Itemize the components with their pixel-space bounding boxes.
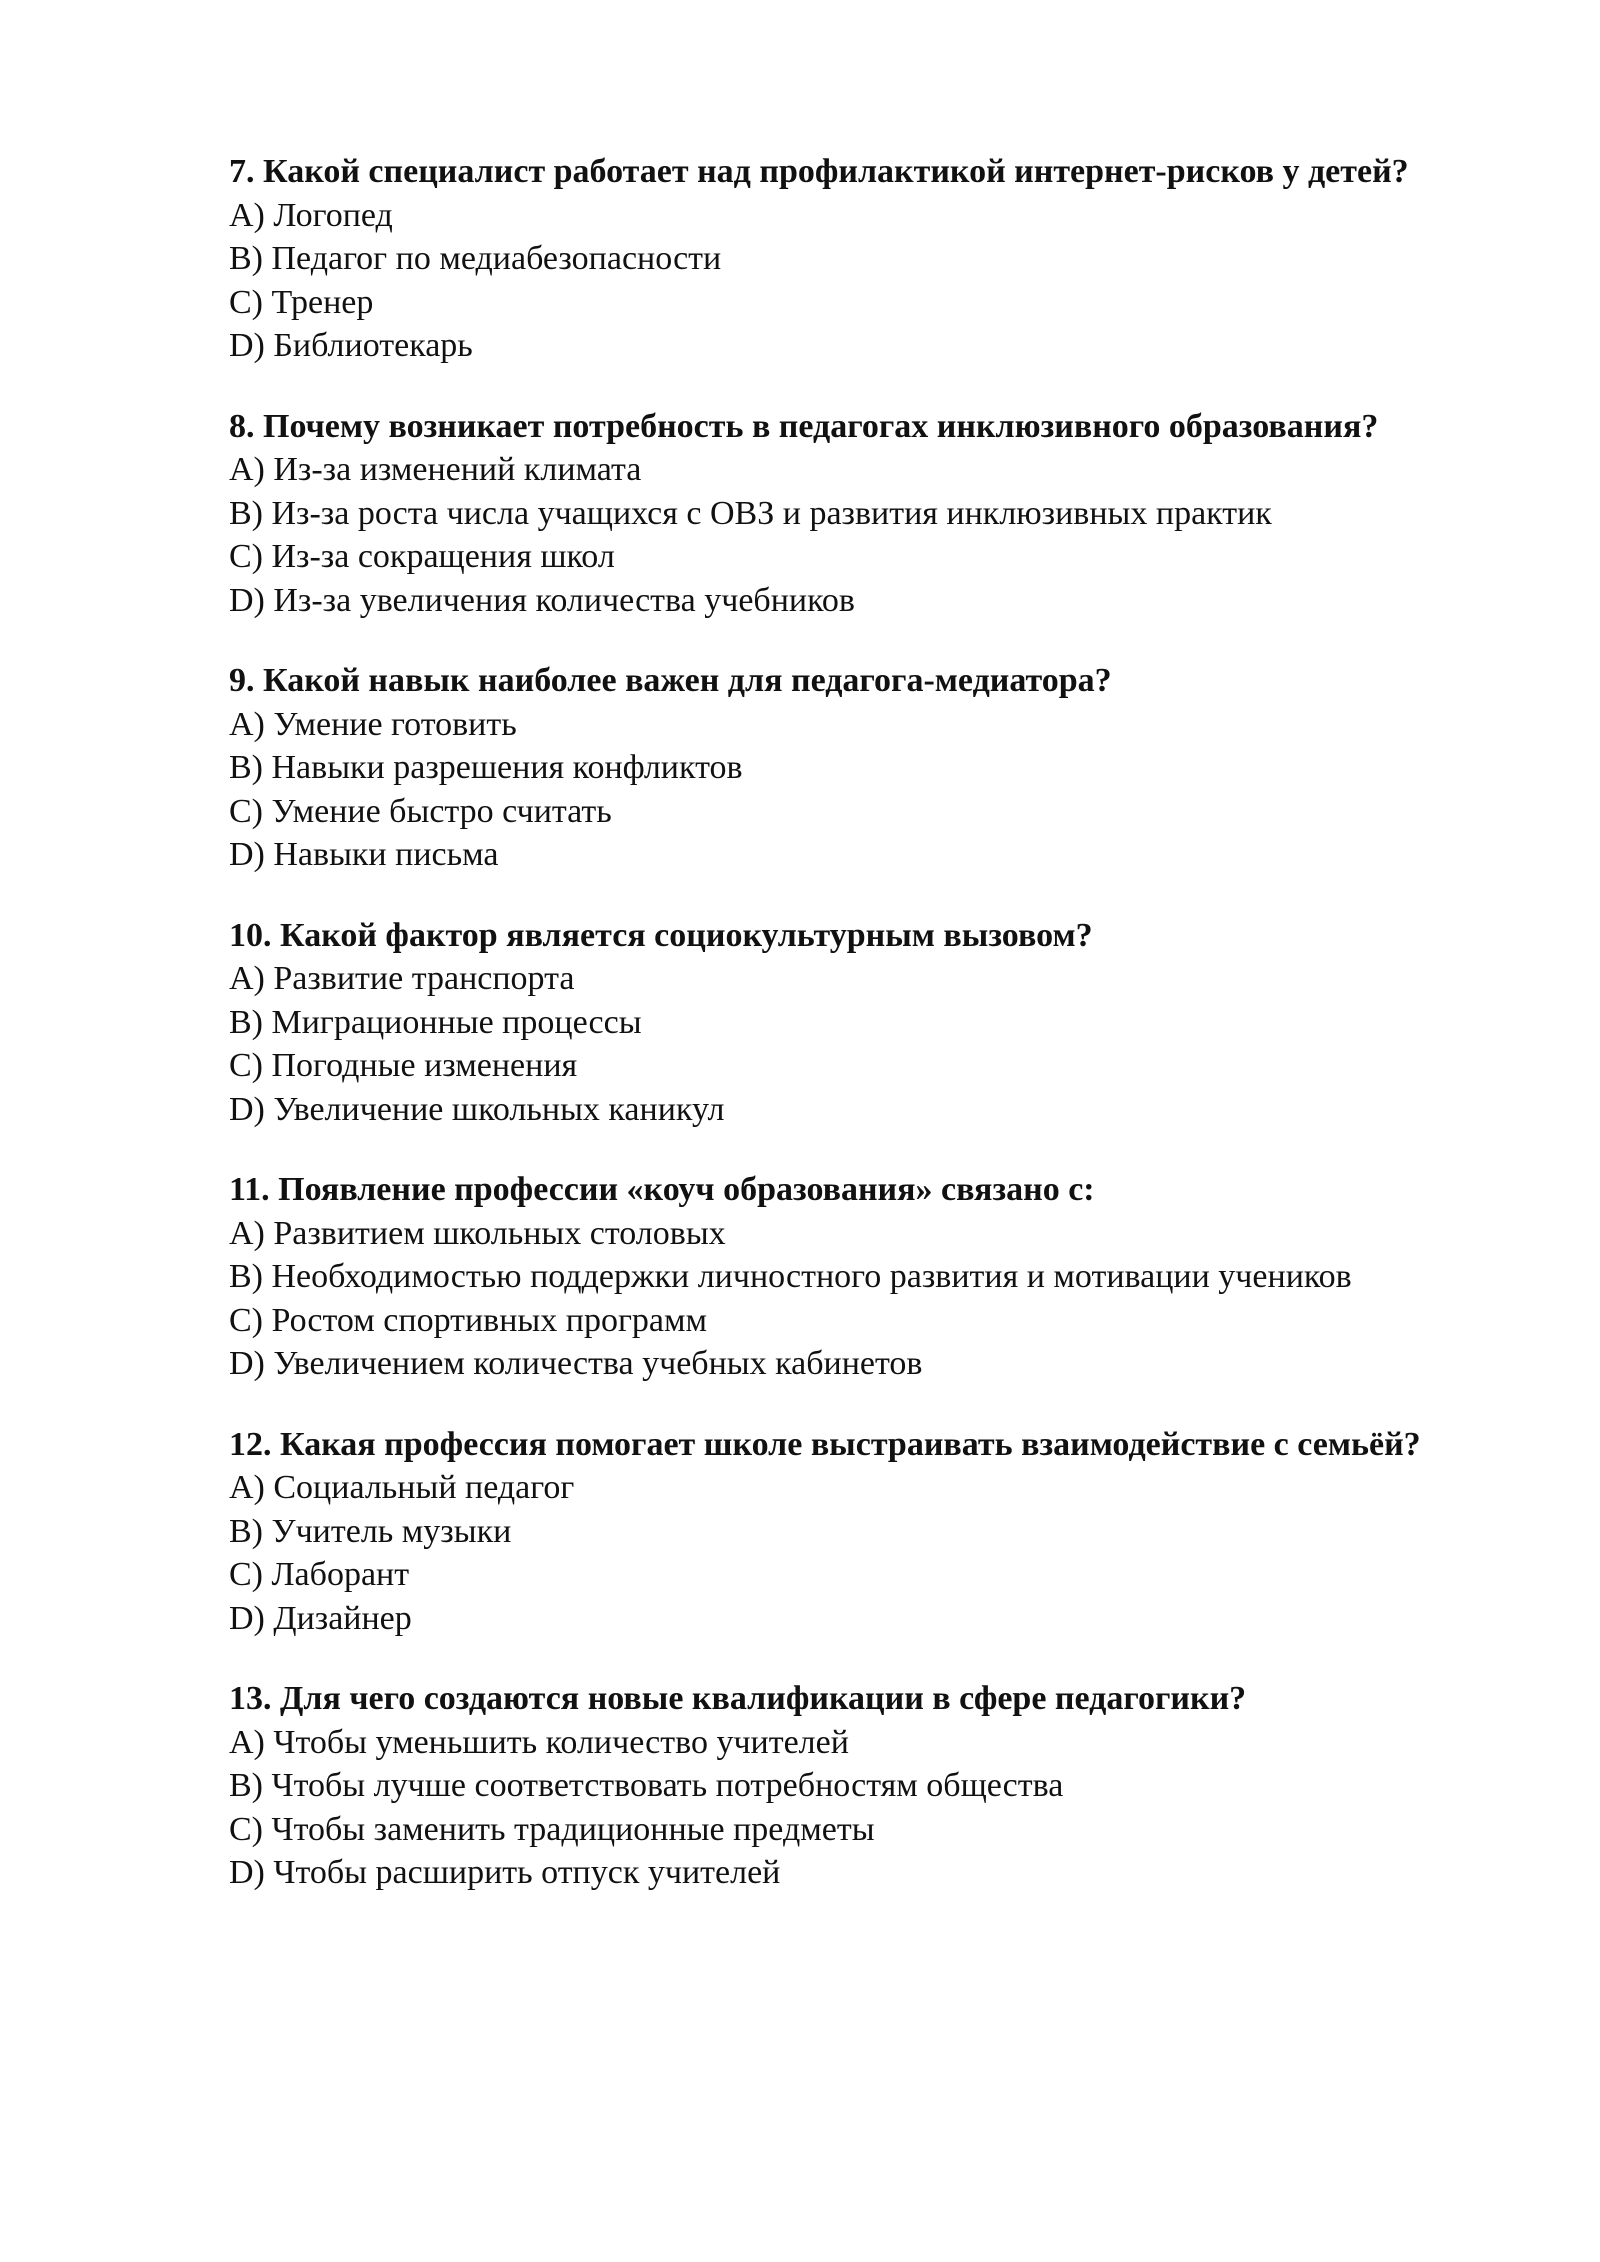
answer-option-c: C) Ростом спортивных программ <box>229 1301 708 1339</box>
answer-option-c: C) Погодные изменения <box>229 1047 578 1084</box>
answer-option-d: D) Навыки письма <box>229 836 499 873</box>
answer-option-b: B) Миграционные процессы <box>229 1003 642 1041</box>
answer-option-b: B) Учитель музыки <box>229 1512 512 1550</box>
answer-option-b: B) Необходимостью поддержки личностного развития и мотивации учеников <box>229 1258 1352 1295</box>
question-title: 13. Для чего создаются новые квалификации в сфере педагогики? <box>229 1680 1247 1717</box>
answer-option-b: B) Педагог по медиабезопасности <box>229 240 722 277</box>
answer-option-a: A) Умение готовить <box>229 705 517 743</box>
question-13 <box>229 1677 1529 1895</box>
answer-option-d: D) Увеличением количества учебных кабинетов <box>229 1345 923 1382</box>
answer-option-a: A) Социальный педагог <box>229 1469 575 1506</box>
answer-option-b: B) Из-за роста числа учащихся с ОВЗ и развития инклюзивных практик <box>229 494 1272 532</box>
answer-option-c: C) Тренер <box>229 283 374 321</box>
question-title: 10. Какой фактор является социокультурным вызовом? <box>229 916 1093 954</box>
answer-option-b: B) Навыки разрешения конфликтов <box>229 749 743 786</box>
answer-option-c: C) Лаборант <box>229 1556 410 1593</box>
answer-option-b: B) Чтобы лучше соответствовать потребностям общества <box>229 1767 1064 1804</box>
answer-option-a: A) Логопед <box>229 196 393 234</box>
question-7 <box>229 150 1529 368</box>
answer-option-a: A) Развитие транспорта <box>229 960 575 997</box>
question-11 <box>229 1168 1529 1386</box>
answer-option-a: A) Чтобы уменьшить количество учителей <box>229 1723 849 1761</box>
answer-option-a: A) Из-за изменений климата <box>229 451 642 488</box>
answer-option-d: D) Библиотекарь <box>229 327 473 364</box>
question-title: 9. Какой навык наиболее важен для педагога-медиатора? <box>229 662 1112 699</box>
question-10 <box>229 914 1529 1132</box>
question-title: 12. Какая профессия помогает школе выстраивать взаимодействие с семьёй? <box>229 1425 1421 1463</box>
document-page <box>229 150 1529 1932</box>
answer-option-d: D) Дизайнер <box>229 1599 412 1637</box>
question-title: 8. Почему возникает потребность в педагогах инклюзивного образования? <box>229 407 1379 445</box>
answer-option-d: D) Увеличение школьных каникул <box>229 1090 725 1128</box>
answer-option-d: D) Из-за увеличения количества учебников <box>229 581 855 619</box>
question-9 <box>229 659 1529 877</box>
question-12 <box>229 1423 1529 1641</box>
question-title: 11. Появление профессии «коуч образования» связано с: <box>229 1171 1095 1208</box>
answer-option-c: C) Умение быстро считать <box>229 792 612 830</box>
question-title: 7. Какой специалист работает над профилактикой интернет-рисков у детей? <box>229 153 1409 190</box>
answer-option-a: A) Развитием школьных столовых <box>229 1214 726 1252</box>
question-8 <box>229 405 1529 623</box>
answer-option-c: C) Из-за сокращения школ <box>229 538 615 575</box>
answer-option-c: C) Чтобы заменить традиционные предметы <box>229 1810 875 1848</box>
answer-option-d: D) Чтобы расширить отпуск учителей <box>229 1854 781 1891</box>
